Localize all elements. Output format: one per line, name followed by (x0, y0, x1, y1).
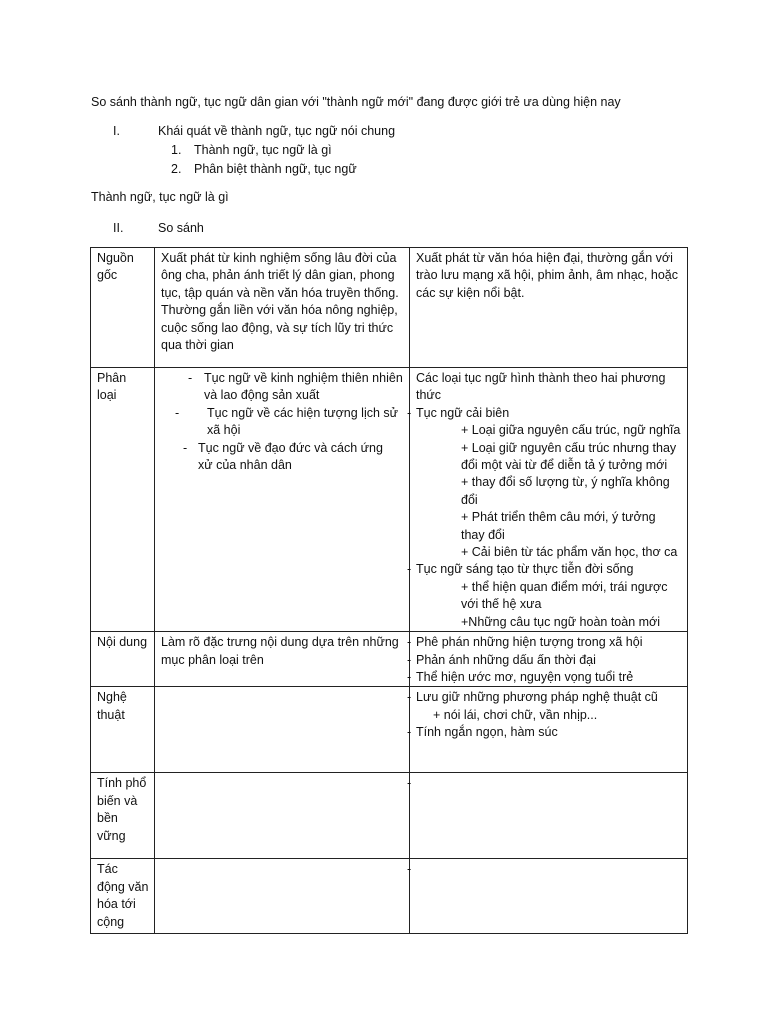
section-1-heading: Khái quát về thành ngữ, tục ngữ nói chung (158, 124, 396, 138)
row-label: Nội dung (91, 632, 155, 687)
list-item: + Cải biên từ tác phẩm văn học, thơ ca (461, 545, 678, 560)
document-title: So sánh thành ngữ, tục ngữ dân gian với "thành ngữ mới" đang được giới trẻ ưa dùng hiện nay (91, 95, 621, 109)
table-cell: Làm rõ đặc trưng nội dung dựa trên những mục phân loại trên (155, 632, 410, 687)
table-cell (155, 687, 410, 773)
list-item: + thể hiện quan điểm mới, trái ngược với thế hệ xưa (461, 579, 668, 612)
row-label: Nguồn gốc (91, 248, 155, 368)
list-item: + Phát triển thêm câu mới, ý tưởng thay đổi (461, 510, 656, 542)
list-item-number: 1. (171, 143, 182, 157)
list-item: - Tính ngắn ngọn, hàm súc (407, 725, 558, 740)
cell-paragraph: Thường gắn liền với văn hóa nông nghiệp, cuộc sống lao động, và sự tích lũy tri thức qua thời gian (161, 303, 398, 353)
table-cell (407, 687, 688, 773)
list-item: - Thể hiện ước mơ, nguyện vọng tuổi trẻ (407, 669, 634, 684)
list-item: + nói lái, chơi chữ, vần nhịp... (433, 707, 598, 722)
list-item: + Loại giữ nguyên cấu trúc nhưng thay đổi một vài từ để diễn tả ý tưởng mới (461, 440, 677, 473)
table-cell (155, 368, 410, 632)
list-item: - Tục ngữ về các hiện tượng lịch sử xã hội (175, 405, 399, 438)
row-label: Tính phổ biến và bền vững (91, 773, 155, 859)
list-item: - Tục ngữ sáng tạo từ thực tiễn đời sống (407, 562, 634, 577)
table-row (91, 773, 688, 859)
body-paragraph: Thành ngữ, tục ngữ là gì (91, 190, 229, 204)
table-row (91, 368, 688, 632)
list-item: Thành ngữ, tục ngữ là gì (194, 143, 332, 157)
list-item: - Lưu giữ những phương pháp nghệ thuật cũ (407, 690, 658, 705)
section-2-heading: So sánh (158, 221, 204, 235)
list-item: + thay đổi số lượng từ, ý nghĩa không đổi (461, 475, 670, 507)
table-row (91, 687, 688, 773)
row-label: Phân loại (91, 368, 155, 632)
list-item: - Phê phán những hiện tượng trong xã hội (407, 635, 643, 650)
table-cell: - (410, 773, 688, 859)
section-1-number: I. (113, 124, 120, 138)
list-item: - Tục ngữ về đạo đức và cách ứng xử của nhân dân (183, 440, 383, 473)
table-cell: Xuất phát từ văn hóa hiện đại, thường gắn với trào lưu mạng xã hội, phim ảnh, âm nhạc, hoặc các sự kiện nổi bật. (410, 248, 688, 368)
table-cell (407, 632, 688, 687)
list-item: - Phản ánh những dấu ấn thời đại (407, 652, 596, 667)
table-row (91, 859, 688, 934)
list-item: Phân biệt thành ngữ, tục ngữ (194, 162, 357, 176)
list-item-number: 2. (171, 162, 182, 176)
list-item: +Những câu tục ngữ hoàn toàn mới (461, 614, 661, 629)
table-row (91, 632, 688, 687)
table-cell: - (410, 859, 688, 934)
comparison-table (90, 247, 688, 934)
cell-paragraph: Xuất phát từ kinh nghiệm sống lâu đời của ông cha, phản ánh triết lý dân gian, phong tục, tập quán và nền văn hóa truyền thống. (161, 251, 399, 300)
table-cell (155, 859, 410, 934)
table-cell (407, 368, 688, 632)
table-cell (155, 248, 410, 368)
row-label: Tác động văn hóa tới cộng (91, 859, 155, 934)
table-cell (155, 773, 410, 859)
section-2-number: II. (113, 221, 124, 235)
list-item: - Tục ngữ về kinh nghiệm thiên nhiên và lao động sản xuất (188, 371, 403, 403)
row-label: Nghệ thuật (91, 687, 155, 773)
table-row (91, 248, 688, 368)
list-item: + Loại giữa nguyên cấu trúc, ngữ nghĩa (461, 423, 681, 438)
cell-paragraph: Các loại tục ngữ hình thành theo hai phương thức (416, 371, 666, 403)
list-item: - Tục ngữ cải biên (407, 405, 510, 420)
